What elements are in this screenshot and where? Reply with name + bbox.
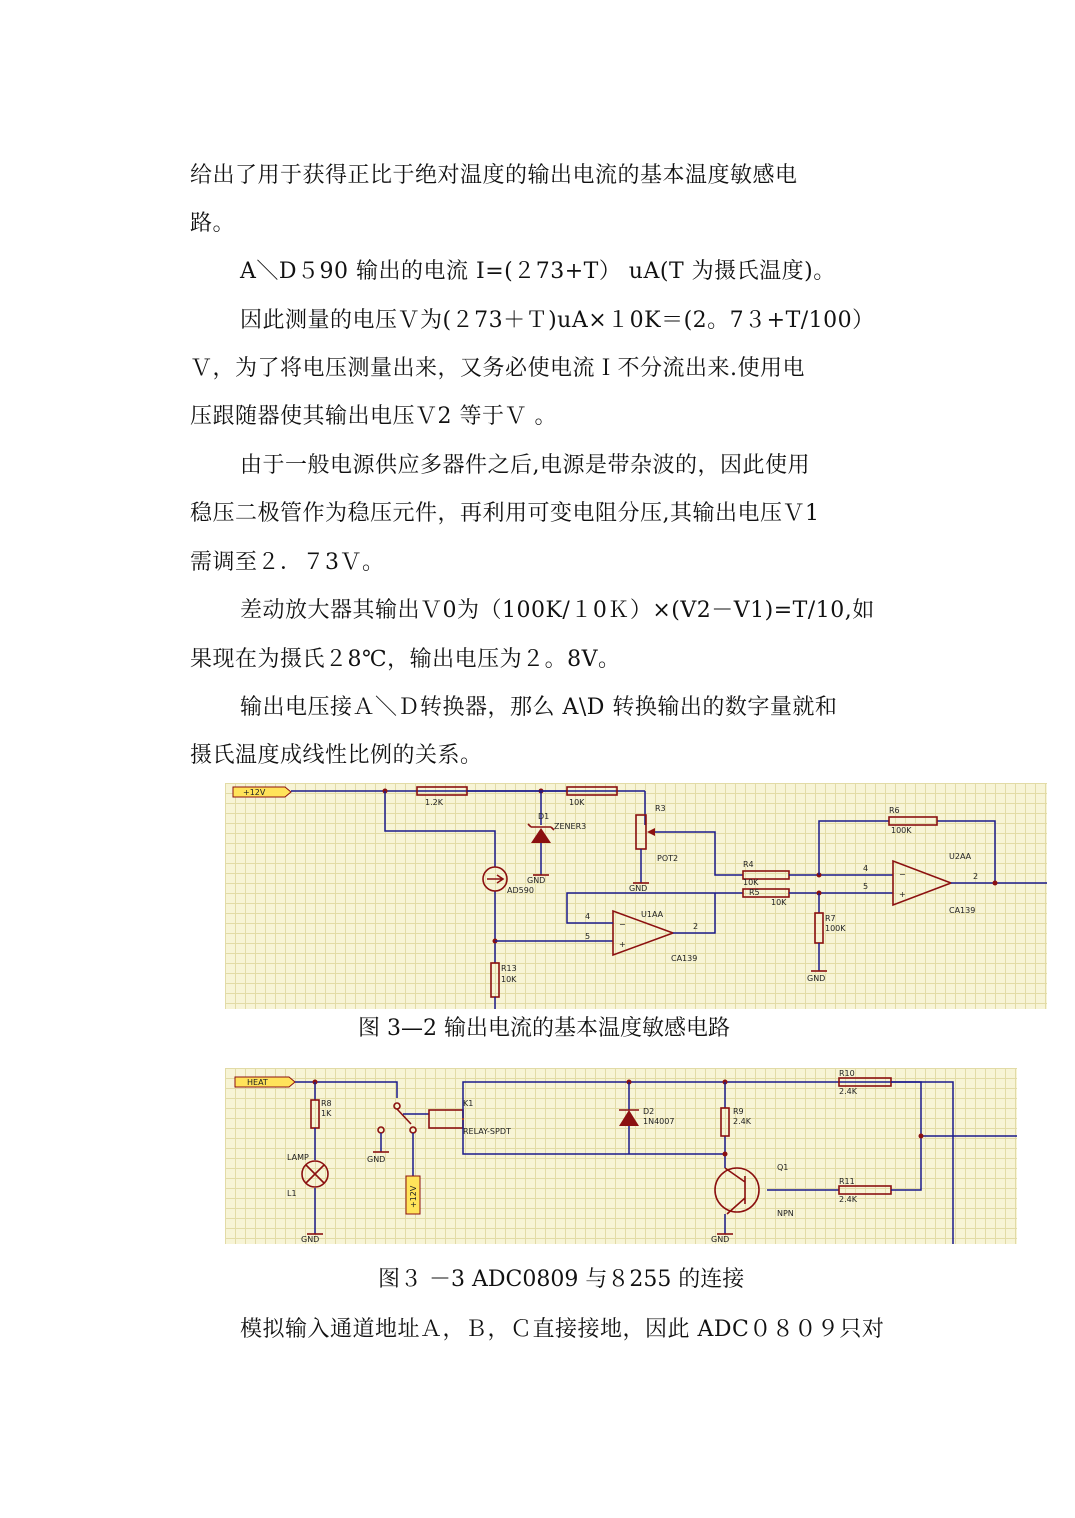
paragraph-line: 压跟随器使其输出电压Ｖ2 等于Ｖ 。: [190, 404, 557, 429]
paragraph-line: 差动放大器其输出Ｖ0为（100K/１0Ｋ）×(V2－V1)=T/10,如: [240, 598, 875, 623]
ca139-a-label: CA139: [671, 954, 698, 963]
r11-label: R11: [839, 1177, 855, 1186]
vcc-label: +12V: [243, 788, 266, 797]
u2-pin2: 2: [973, 872, 979, 881]
svg-text:−: −: [899, 870, 906, 879]
temperature-sensor-schematic: [225, 783, 1047, 1009]
gnd1-label: GND: [527, 876, 546, 885]
svg-text:−: −: [619, 920, 626, 929]
r11-value: 2.4K: [839, 1195, 857, 1204]
paragraph-line: 稳压二极管作为稳压元件，再利用可变电阻分压,其输出电压Ｖ1: [190, 501, 820, 526]
relay-heater-schematic: [225, 1068, 1017, 1244]
r13-value: 10K: [501, 975, 517, 984]
ad590-label: AD590: [507, 886, 534, 895]
ca139-b-label: CA139: [949, 906, 976, 915]
u2aa-label: U2AA: [949, 852, 972, 861]
figure1-caption: 图 3—2 输出电流的基本温度敏感电路: [358, 1016, 730, 1041]
d1-label: D1: [538, 812, 550, 821]
npn-label: NPN: [777, 1209, 794, 1218]
r13-label: R13: [501, 964, 517, 973]
paragraph-line: A＼D５90 输出的电流 I=(２73+T） uA(T 为摄氏温度)。: [240, 259, 836, 284]
r-10k-top-label: 10K: [569, 798, 585, 807]
k1-label: K1: [463, 1099, 474, 1108]
paragraph-line: 模拟输入通道地址Ａ，Ｂ，Ｃ直接接地，因此 ADC０８０９只对: [240, 1317, 885, 1342]
gnd2-label: GND: [629, 884, 648, 893]
paragraph-line: 需调至２．７3Ｖ。: [190, 550, 385, 575]
svg-text:+: +: [899, 890, 906, 899]
pot2-label: POT2: [657, 854, 679, 863]
svg-text:+: +: [619, 940, 626, 949]
r4-value: 10K: [743, 878, 759, 887]
figure2-caption: 图３ －3 ADC0809 与８255 的连接: [378, 1267, 745, 1292]
gnd1-label-2: GND: [301, 1235, 320, 1244]
r8-label: R8: [321, 1099, 332, 1108]
paragraph-line: 果现在为摄氏２8℃，输出电压为２。8V。: [190, 647, 621, 672]
gnd3-label: GND: [807, 974, 826, 983]
r6-label: R6: [889, 806, 900, 815]
u2-pin4: 4: [863, 864, 869, 873]
paragraph-line: 给出了用于获得正比于绝对温度的输出电流的基本温度敏感电: [190, 163, 798, 188]
r-1-2k-label: 1.2K: [425, 798, 443, 807]
paragraph-line: 因此测量的电压Ｖ为(２73＋Ｔ)uA×１0K＝(2。7３+T/100）: [240, 308, 875, 333]
l1-label: L1: [287, 1189, 297, 1198]
r9-value: 2.4K: [733, 1117, 751, 1126]
v12-label: +12V: [409, 1185, 418, 1208]
paragraph-line: Ｖ，为了将电压测量出来，又务必使电流Ｉ不分流出来.使用电: [190, 356, 805, 381]
u2-pin5: 5: [863, 882, 869, 891]
relay-label: RELAY-SPDT: [463, 1127, 511, 1136]
r7-label: R7: [825, 914, 836, 923]
lamp-label: LAMP: [287, 1153, 309, 1162]
r8-value: 1K: [321, 1109, 332, 1118]
paragraph-line: 输出电压接Ａ＼Ｄ转换器，那么 A\D 转换输出的数字量就和: [240, 695, 838, 720]
r5-value: 10K: [771, 898, 787, 907]
r10-label: R10: [839, 1069, 855, 1078]
r3-label: R3: [655, 804, 666, 813]
r4-label: R4: [743, 860, 754, 869]
heat-label: HEAT: [247, 1078, 268, 1087]
gnd3-label-2: GND: [711, 1235, 730, 1244]
d2-label: D2: [643, 1107, 655, 1116]
paragraph-line: 由于一般电源供应多器件之后,电源是带杂波的，因此使用: [240, 453, 810, 478]
r5-label: R5: [749, 888, 760, 897]
paragraph-line: 摄氏温度成线性比例的关系。: [190, 743, 483, 768]
r10-value: 2.4K: [839, 1087, 857, 1096]
r9-label: R9: [733, 1107, 744, 1116]
schematic-drawing: [225, 783, 1047, 1009]
r6-value: 100K: [891, 826, 912, 835]
u1-pin5: 5: [585, 932, 591, 941]
paragraph-line: 路。: [190, 211, 236, 236]
u1aa-label: U1AA: [641, 910, 664, 919]
u1-pin2: 2: [693, 922, 699, 931]
r7-value: 100K: [825, 924, 846, 933]
q1-label: Q1: [777, 1163, 789, 1172]
in4007-label: 1N4007: [643, 1117, 675, 1126]
zener-label: ZENER3: [554, 822, 587, 831]
u1-pin4: 4: [585, 912, 591, 921]
gnd2-label-2: GND: [367, 1155, 386, 1164]
schematic-drawing-2: [225, 1068, 1017, 1244]
